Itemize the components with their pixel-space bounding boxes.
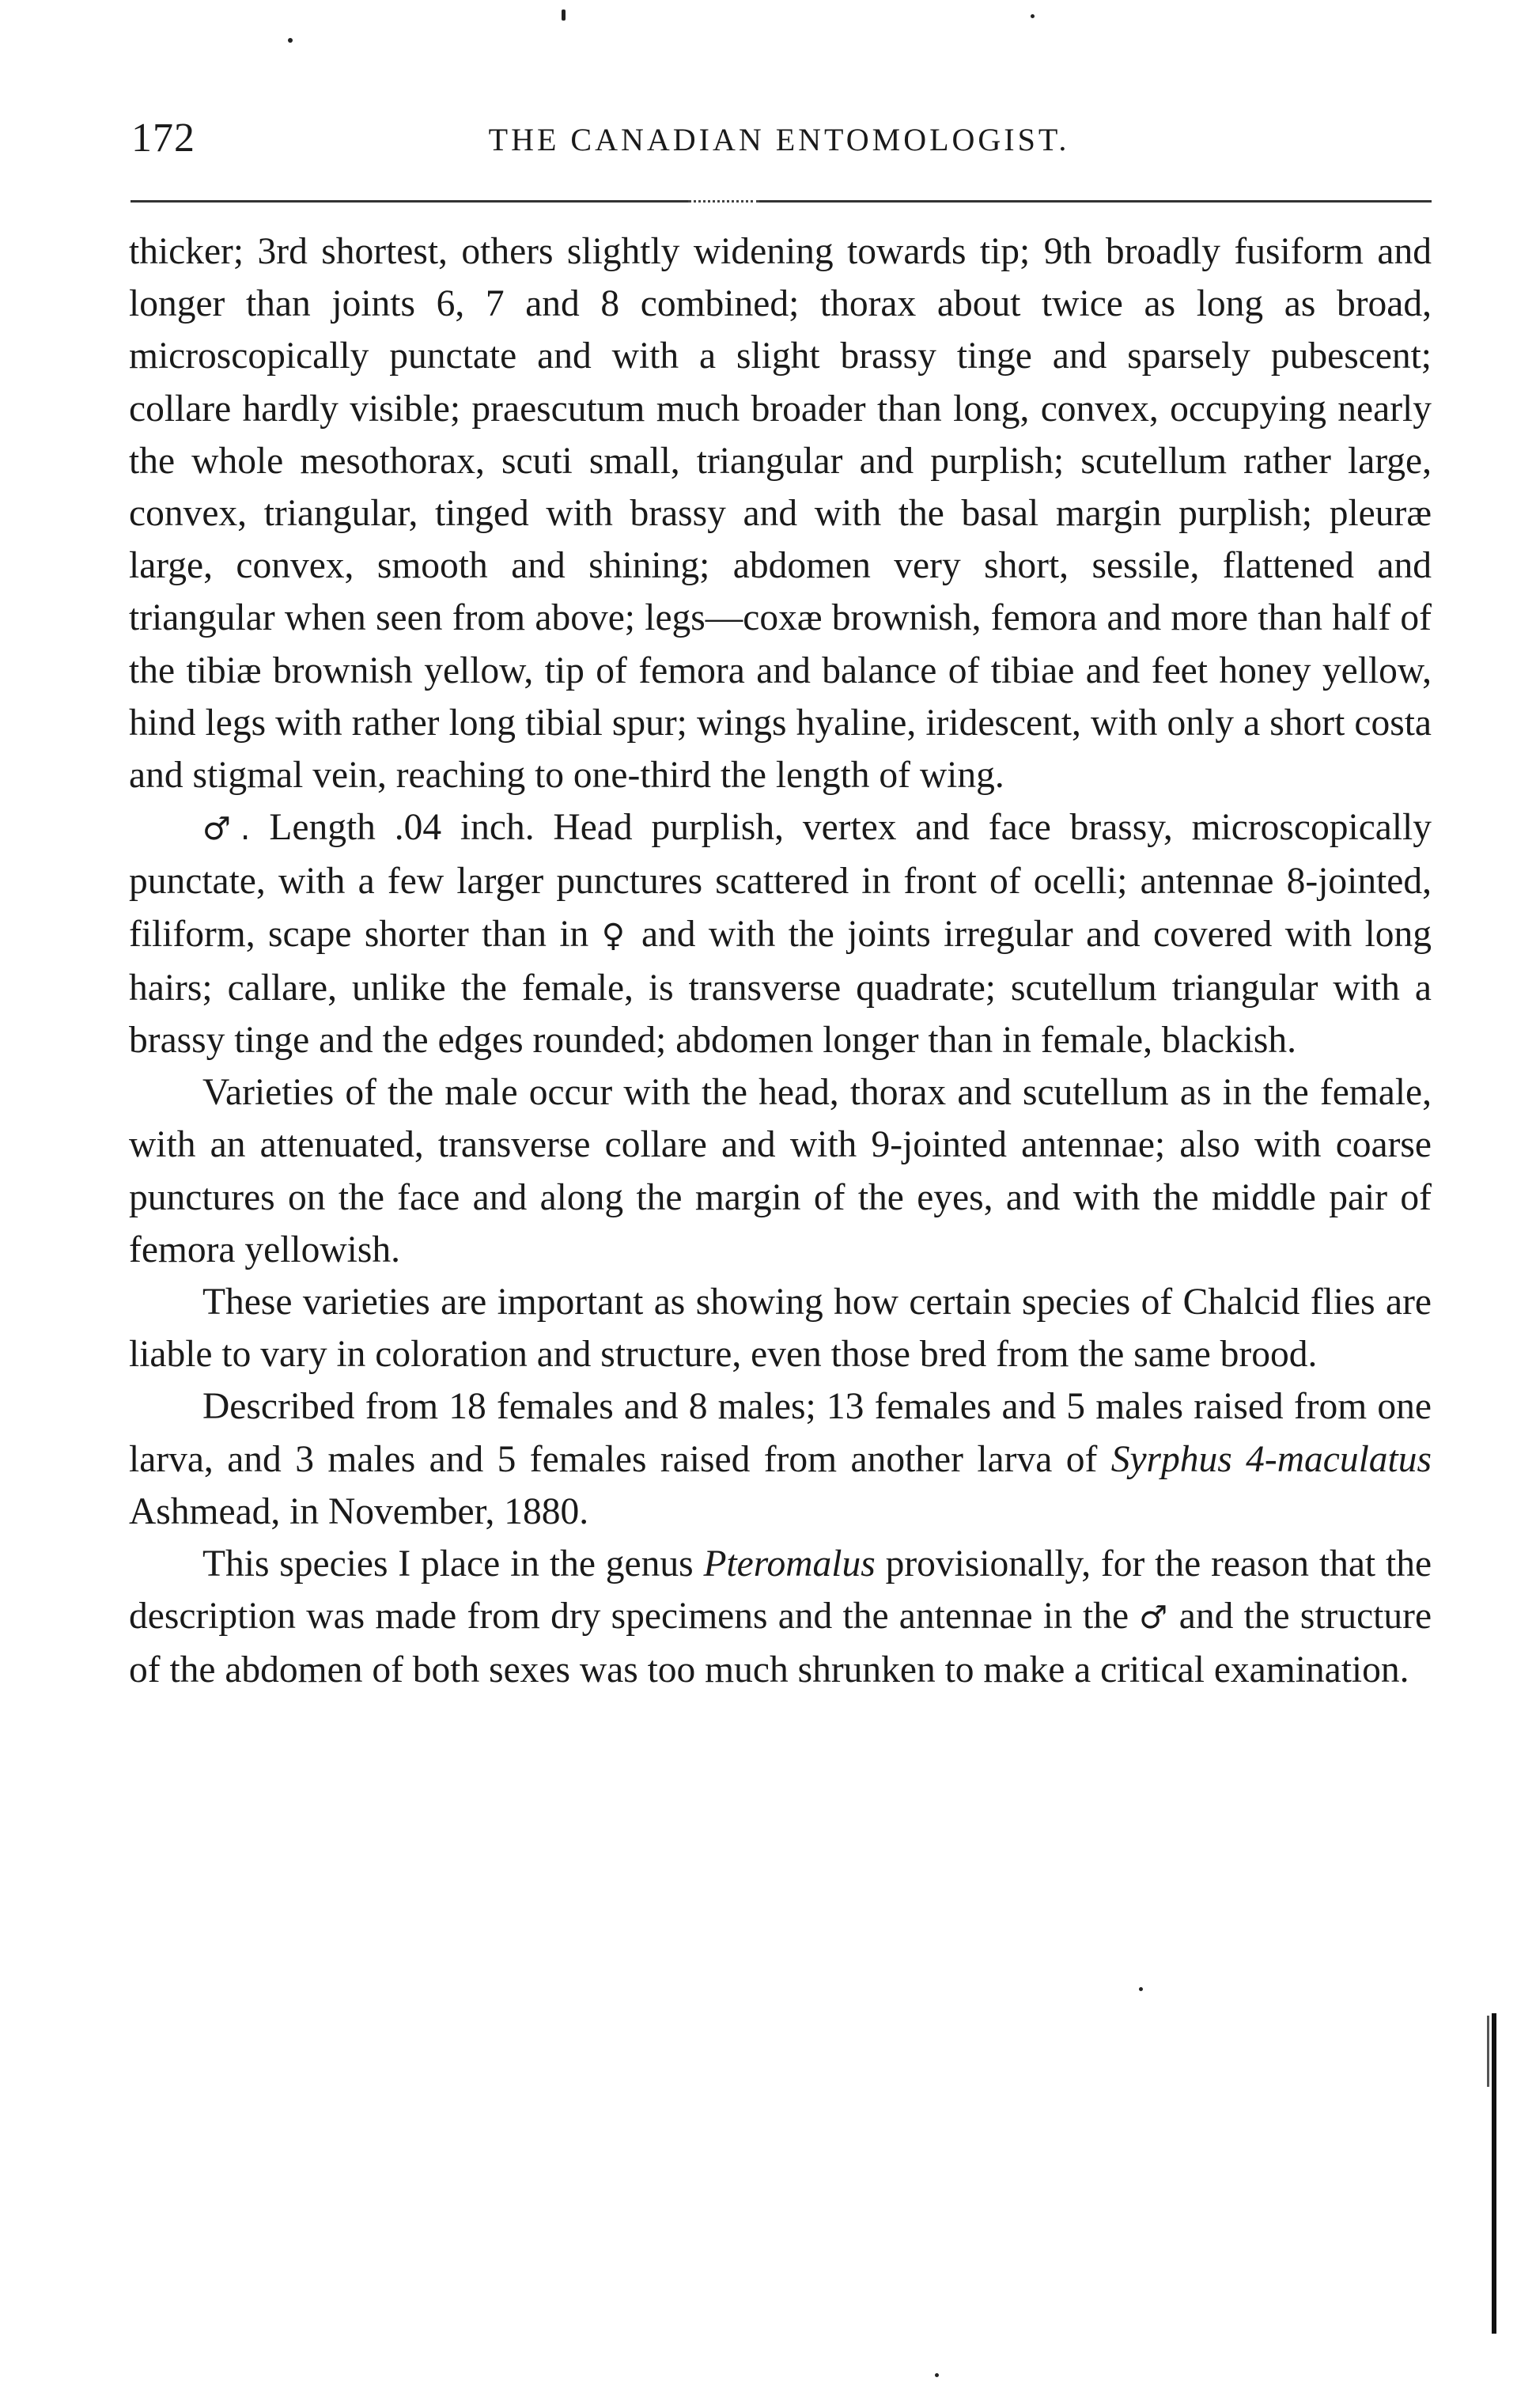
scan-edge-shadow — [1487, 2016, 1489, 2087]
paragraph-varieties: Varieties of the male occur with the head, thorax and scutellum as in the female, with an attenuated, transverse collare and with 9-jointed antennae; also with coarse punctures on the face and along the margin of the eyes, and with the middle pair of femora yellowish. — [129, 1072, 1432, 1270]
paragraph-genus-placement: This species I place in the genus Pteromalus provisionally, for the reason that the description was made from dry specimens and the antennae in the ♂ and the structure of the abdomen of both sexes was too much shrunken to make a critical examination. — [129, 1543, 1432, 1691]
scan-speck — [1139, 1987, 1143, 1991]
page-number: 172 — [131, 115, 195, 161]
paragraph-female-description: thicker; 3rd shortest, others slightly widening towards tip; 9th broadly fusiform and longer than joints 6, 7 and 8 combined; thorax about twice as long as broad, microscopically punctate and with a slight brassy tinge and sparsely pubescent; collare hardly visible; praescutum much broader than long, convex, occupying nearly the whole mesothorax, scuti small, triangular and purplish; scutellum rather large, convex, triangular, tinged with brassy and with the basal margin purplish; pleuræ large, convex, smooth and shining; abdomen very short, sessile, flattened and triangular when seen from above; legs—coxæ brownish, femora and more than half of the tibiæ brownish yellow, tip of femora and balance of tibiae and feet honey yellow, hind legs with rather long tibial spur; wings hyaline, iridescent, with only a short costa and stigmal vein, reaching to one-third the length of wing. — [129, 231, 1432, 797]
paragraph-importance: These varieties are important as showing how certain species of Chalcid flies are liable to vary in coloration and structure, even those bred from the same brood. — [129, 1282, 1432, 1376]
male-symbol: ♂ — [1139, 1600, 1169, 1637]
page-header — [127, 115, 1432, 170]
scan-speck — [288, 38, 293, 43]
body-text — [129, 225, 1432, 1697]
male-symbol: ♂. — [202, 811, 251, 848]
female-symbol: ♀ — [601, 917, 629, 954]
running-title: THE CANADIAN ENTOMOLOGIST. — [488, 122, 1070, 157]
scan-edge-shadow — [1492, 2013, 1496, 2334]
paragraph-male-description: ♂. Length .04 inch. Head purplish, vertex and face brassy, microscopically punctate, with a few larger punctures scattered in front of ocelli; antennae 8-jointed, filiform, scape shorter than in ♀ and with the joints irregular and covered with long hairs; callare, unlike the female, is transverse quadrate; scutellum triangular with a brassy tinge and the edges rounded; abdomen longer than in female, blackish. — [129, 807, 1432, 1062]
scan-speck — [562, 9, 566, 21]
paragraph-described-from: Described from 18 females and 8 males; 13 females and 5 males raised from one larva, and 3 males and 5 females raised from another larva of Syrphus 4-maculatus Ashmead, in November, 1880. — [129, 1386, 1432, 1532]
scan-speck — [1031, 14, 1035, 18]
header-rule-dotted-segment — [688, 200, 759, 203]
header-rule — [131, 200, 1432, 203]
species-name: Syrphus 4-maculatus — [1110, 1438, 1432, 1480]
genus-name: Pteromalus — [703, 1543, 876, 1585]
scan-speck — [935, 2373, 939, 2377]
